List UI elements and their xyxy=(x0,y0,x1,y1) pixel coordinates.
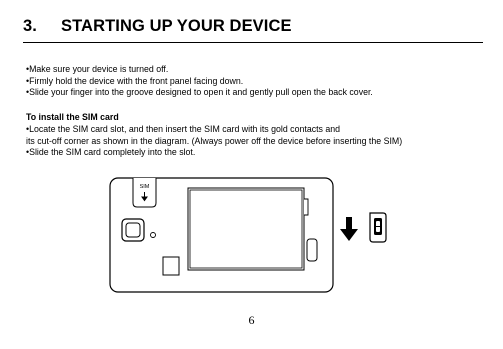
sim-step: •Slide the SIM card completely into the slot. xyxy=(26,147,196,157)
sim-step: •Locate the SIM card slot, and then insert the SIM card with its gold contacts and xyxy=(26,124,341,134)
sim-step: its cut-off corner as shown in the diagram. (Always power off the device before inserting the SIM) xyxy=(26,135,403,146)
battery-side-tab xyxy=(304,199,308,215)
speaker-grille xyxy=(163,257,179,275)
flash-icon xyxy=(151,233,156,238)
sim-install-heading: To install the SIM card xyxy=(26,112,119,122)
sim-slot-label: SIM xyxy=(139,184,150,190)
intro-step: •Make sure your device is turned off. xyxy=(26,64,169,74)
sim-install-steps xyxy=(26,124,402,159)
section-number: 3. xyxy=(23,17,37,35)
section-heading xyxy=(23,17,292,36)
heading-rule xyxy=(23,42,483,43)
intro-step: •Firmly hold the device with the front panel facing down. xyxy=(26,75,244,86)
sim-insertion-diagram xyxy=(108,173,408,298)
insert-arrow-icon xyxy=(340,217,358,241)
battery-inner xyxy=(190,190,302,268)
camera-lens-icon xyxy=(126,223,140,237)
intro-step: •Slide your finger into the groove designed to open it and gently pull open the back cover. xyxy=(26,87,373,97)
page-number: 6 xyxy=(248,313,255,327)
section-title: STARTING UP YOUR DEVICE xyxy=(61,17,292,35)
side-button xyxy=(307,239,317,261)
intro-steps xyxy=(26,64,373,99)
